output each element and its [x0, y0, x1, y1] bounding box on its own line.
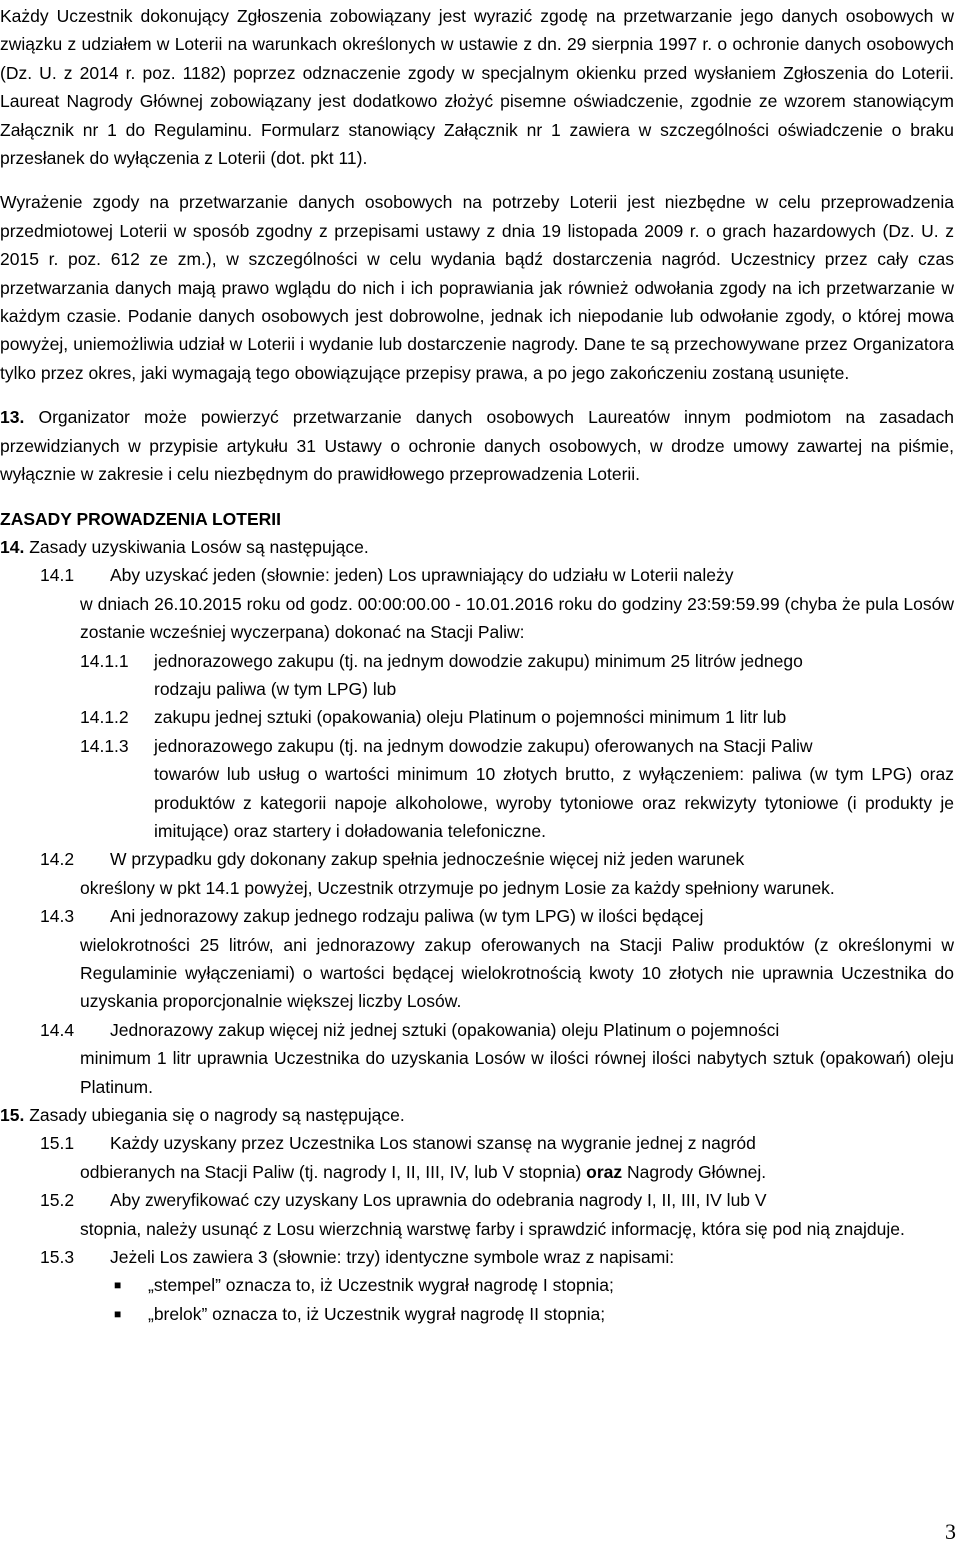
- item-14-1-3: [0, 732, 954, 760]
- page-number: 3: [945, 1519, 956, 1544]
- item-15-1-cont: [0, 1158, 954, 1186]
- item-15-2: [0, 1186, 954, 1214]
- section-15-number: 15.: [0, 1105, 25, 1126]
- item-14-1-1-cont: rodzaju paliwa (w tym LPG) lub: [154, 678, 397, 699]
- item-15-1-cont-b: Nagrody Głównej.: [622, 1161, 767, 1182]
- item-14-1-1: [0, 647, 954, 675]
- item-14-1-first: Aby uzyskać jeden (słownie: jeden) Los uprawniający do udziału w Loterii należy: [110, 565, 734, 586]
- section-14-text: Zasady uzyskiwania Losów są następujące.: [24, 536, 369, 557]
- section-13-text: Organizator może powierzyć przetwarzanie danych osobowych Laureatów innym podmiotom na zasadach przewidzianych w przypisie artykułu 31 Ustawy o ochronie danych osobowych, w drodze umowy zawartej na piśmie, wyłącznie w zakresie i celu niezbędnym do prawidłowego przeprowadzenia Loterii.: [0, 407, 954, 485]
- item-14-4-cont: minimum 1 litr uprawnia Uczestnika do uzyskania Losów w ilości równej ilości nabytych sztuk (opakowań) oleju Platinum.: [80, 1048, 954, 1097]
- item-14-4-first: Jednorazowy zakup więcej niż jednej sztuki (opakowania) oleju Platinum o pojemności: [110, 1019, 780, 1040]
- section-13: [0, 403, 954, 488]
- item-15-1-number: 15.1: [40, 1133, 75, 1154]
- item-14-1-number: 14.1: [40, 565, 75, 586]
- item-14-2-number: 14.2: [40, 849, 75, 870]
- item-14-3-first: Ani jednorazowy zakup jednego rodzaju paliwa (w tym LPG) w ilości będącej: [110, 906, 704, 927]
- item-14-3-cont: wielokrotności 25 litrów, ani jednorazowy zakup oferowanych na Stacji Paliw produktów (z określonymi w Regulaminie wyłączeniami) o wartości będącej wielokrotnością kwoty 10 złotych nie uprawnia Uczestnika do uzyskania proporcjonalnie większej liczby Losów.: [80, 934, 954, 1012]
- section-14-number: 14.: [0, 536, 25, 557]
- document-page: [0, 2, 954, 1328]
- item-14-2-first: W przypadku gdy dokonany zakup spełnia jednocześnie więcej niż jeden warunek: [110, 849, 745, 870]
- square-bullet-icon: ■: [114, 1278, 122, 1293]
- section-14: [0, 533, 954, 561]
- section-15-text: Zasady ubiegania się o nagrody są następujące.: [24, 1105, 405, 1126]
- bullet-text: „stempel” oznacza to, iż Uczestnik wygrał nagrodę I stopnia;: [148, 1275, 614, 1296]
- item-15-2-number: 15.2: [40, 1190, 75, 1211]
- paragraph-intro: Każdy Uczestnik dokonujący Zgłoszenia zobowiązany jest wyrazić zgodę na przetwarzanie jego danych osobowych w związku z udziałem w Loterii na warunkach określonych w ustawie z dn. 29 sierpnia 1997 r. o ochronie danych osobowych (Dz. U. z 2014 r. poz. 1182) poprzez odznaczenie zgody w specjalnym okienku przed wysłaniem Zgłoszenia do Loterii. Laureat Nagrody Głównej zobowiązany jest dodatkowo złożyć pisemne oświadczenie, zgodnie ze wzorem stanowiącym Załącznik nr 1 do Regulaminu. Formularz stanowiący Załącznik nr 1 zawiera w szczególności oświadczenie o braku przesłanek do wyłączenia z Loterii (dot. pkt 11).: [0, 6, 954, 169]
- item-14-3: [0, 902, 954, 930]
- item-14-2: [0, 845, 954, 873]
- item-15-1-first: Każdy uzyskany przez Uczestnika Los stanowi szansę na wygranie jednej z nagród: [110, 1133, 756, 1154]
- item-15-3-number: 15.3: [40, 1247, 75, 1268]
- item-14-4: [0, 1016, 954, 1044]
- paragraph-consent: Wyrażenie zgody na przetwarzanie danych osobowych na potrzeby Loterii jest niezbędne w celu przeprowadzenia przedmiotowej Loterii w sposób zgodny z przepisami ustawy z dnia 19 listopada 2009 r. o grach hazardowych (Dz. U. z 2015 r. poz. 612 ze zm.), w szczególności w celu wydania bądź dostarczenia nagród. Uczestnicy przez cały czas przetwarzania danych mają prawo wglądu do nich i ich poprawiania jak również odwołania zgody na ich przetwarzanie w każdym czasie. Podanie danych osobowych jest dobrowolne, jednak ich niepodanie lub odwołanie zgody, o której mowa powyżej, uniemożliwia udział w Loterii i wydanie lub dostarczenie nagrody. Dane te są przechowywane przez Organizatora tylko przez okres, jaki wymagają tego obowiązujące przepisy prawa, a po jego zakończeniu zostaną usunięte.: [0, 192, 954, 383]
- item-14-3-number: 14.3: [40, 906, 75, 927]
- section-heading: [0, 505, 954, 533]
- item-14-1: [0, 561, 954, 589]
- item-14-1-3-number: 14.1.3: [80, 735, 129, 756]
- heading-text: ZASADY PROWADZENIA LOTERII: [0, 508, 281, 529]
- item-14-1-1-first: jednorazowego zakupu (tj. na jednym dowodzie zakupu) minimum 25 litrów jednego: [154, 650, 803, 671]
- item-14-4-number: 14.4: [40, 1019, 75, 1040]
- item-14-1-3-cont: towarów lub usług o wartości minimum 10 złotych brutto, z wyłączeniem: paliwa (w tym LPG) oraz produktów z kategorii napoje alkoholowe, wyroby tytoniowe oraz rekwizyty tytoniowe (i produkty je imitujące) oraz startery i doładowania telefoniczne.: [154, 764, 954, 841]
- item-14-1-2-number: 14.1.2: [80, 707, 129, 728]
- bullet-text: „brelok” oznacza to, iż Uczestnik wygrał nagrodę II stopnia;: [148, 1303, 606, 1324]
- item-15-1-cont-bold: oraz: [586, 1161, 623, 1182]
- item-14-1-2-first: zakupu jednej sztuki (opakowania) oleju Platinum o pojemności minimum 1 litr lub: [154, 707, 787, 728]
- item-15-3: [0, 1243, 954, 1271]
- section-13-number: 13.: [0, 407, 25, 428]
- bullet-item: [0, 1271, 954, 1299]
- item-14-1-cont: w dniach 26.10.2015 roku od godz. 00:00:00.00 - 10.01.2016 roku do godziny 23:59:59.99 (chyba że pula Losów zostanie wcześniej wyczerpana) dokonać na Stacji Paliw:: [80, 593, 954, 643]
- bullet-item: [0, 1300, 954, 1328]
- item-14-1-1-number: 14.1.1: [80, 650, 129, 671]
- section-15: [0, 1101, 954, 1129]
- item-15-1: [0, 1129, 954, 1157]
- item-15-1-cont-a: odbieranych na Stacji Paliw (tj. nagrody I, II, III, IV, lub V stopnia): [80, 1161, 587, 1182]
- item-15-2-first: Aby zweryfikować czy uzyskany Los uprawnia do odebrania nagrody I, II, III, IV lub V: [110, 1190, 767, 1211]
- item-14-1-3-first: jednorazowego zakupu (tj. na jednym dowodzie zakupu) oferowanych na Stacji Paliw: [154, 735, 813, 756]
- square-bullet-icon: ■: [114, 1306, 122, 1321]
- item-15-2-cont: stopnia, należy usunąć z Losu wierzchnią warstwę farby i sprawdzić informację, która się pod nią znajduje.: [80, 1218, 905, 1239]
- item-14-1-2: [0, 703, 954, 731]
- item-14-2-cont: określony w pkt 14.1 powyżej, Uczestnik otrzymuje po jednym Losie za każdy spełniony warunek.: [80, 877, 835, 898]
- item-15-3-first: Jeżeli Los zawiera 3 (słownie: trzy) identyczne symbole wraz z napisami:: [110, 1247, 675, 1268]
